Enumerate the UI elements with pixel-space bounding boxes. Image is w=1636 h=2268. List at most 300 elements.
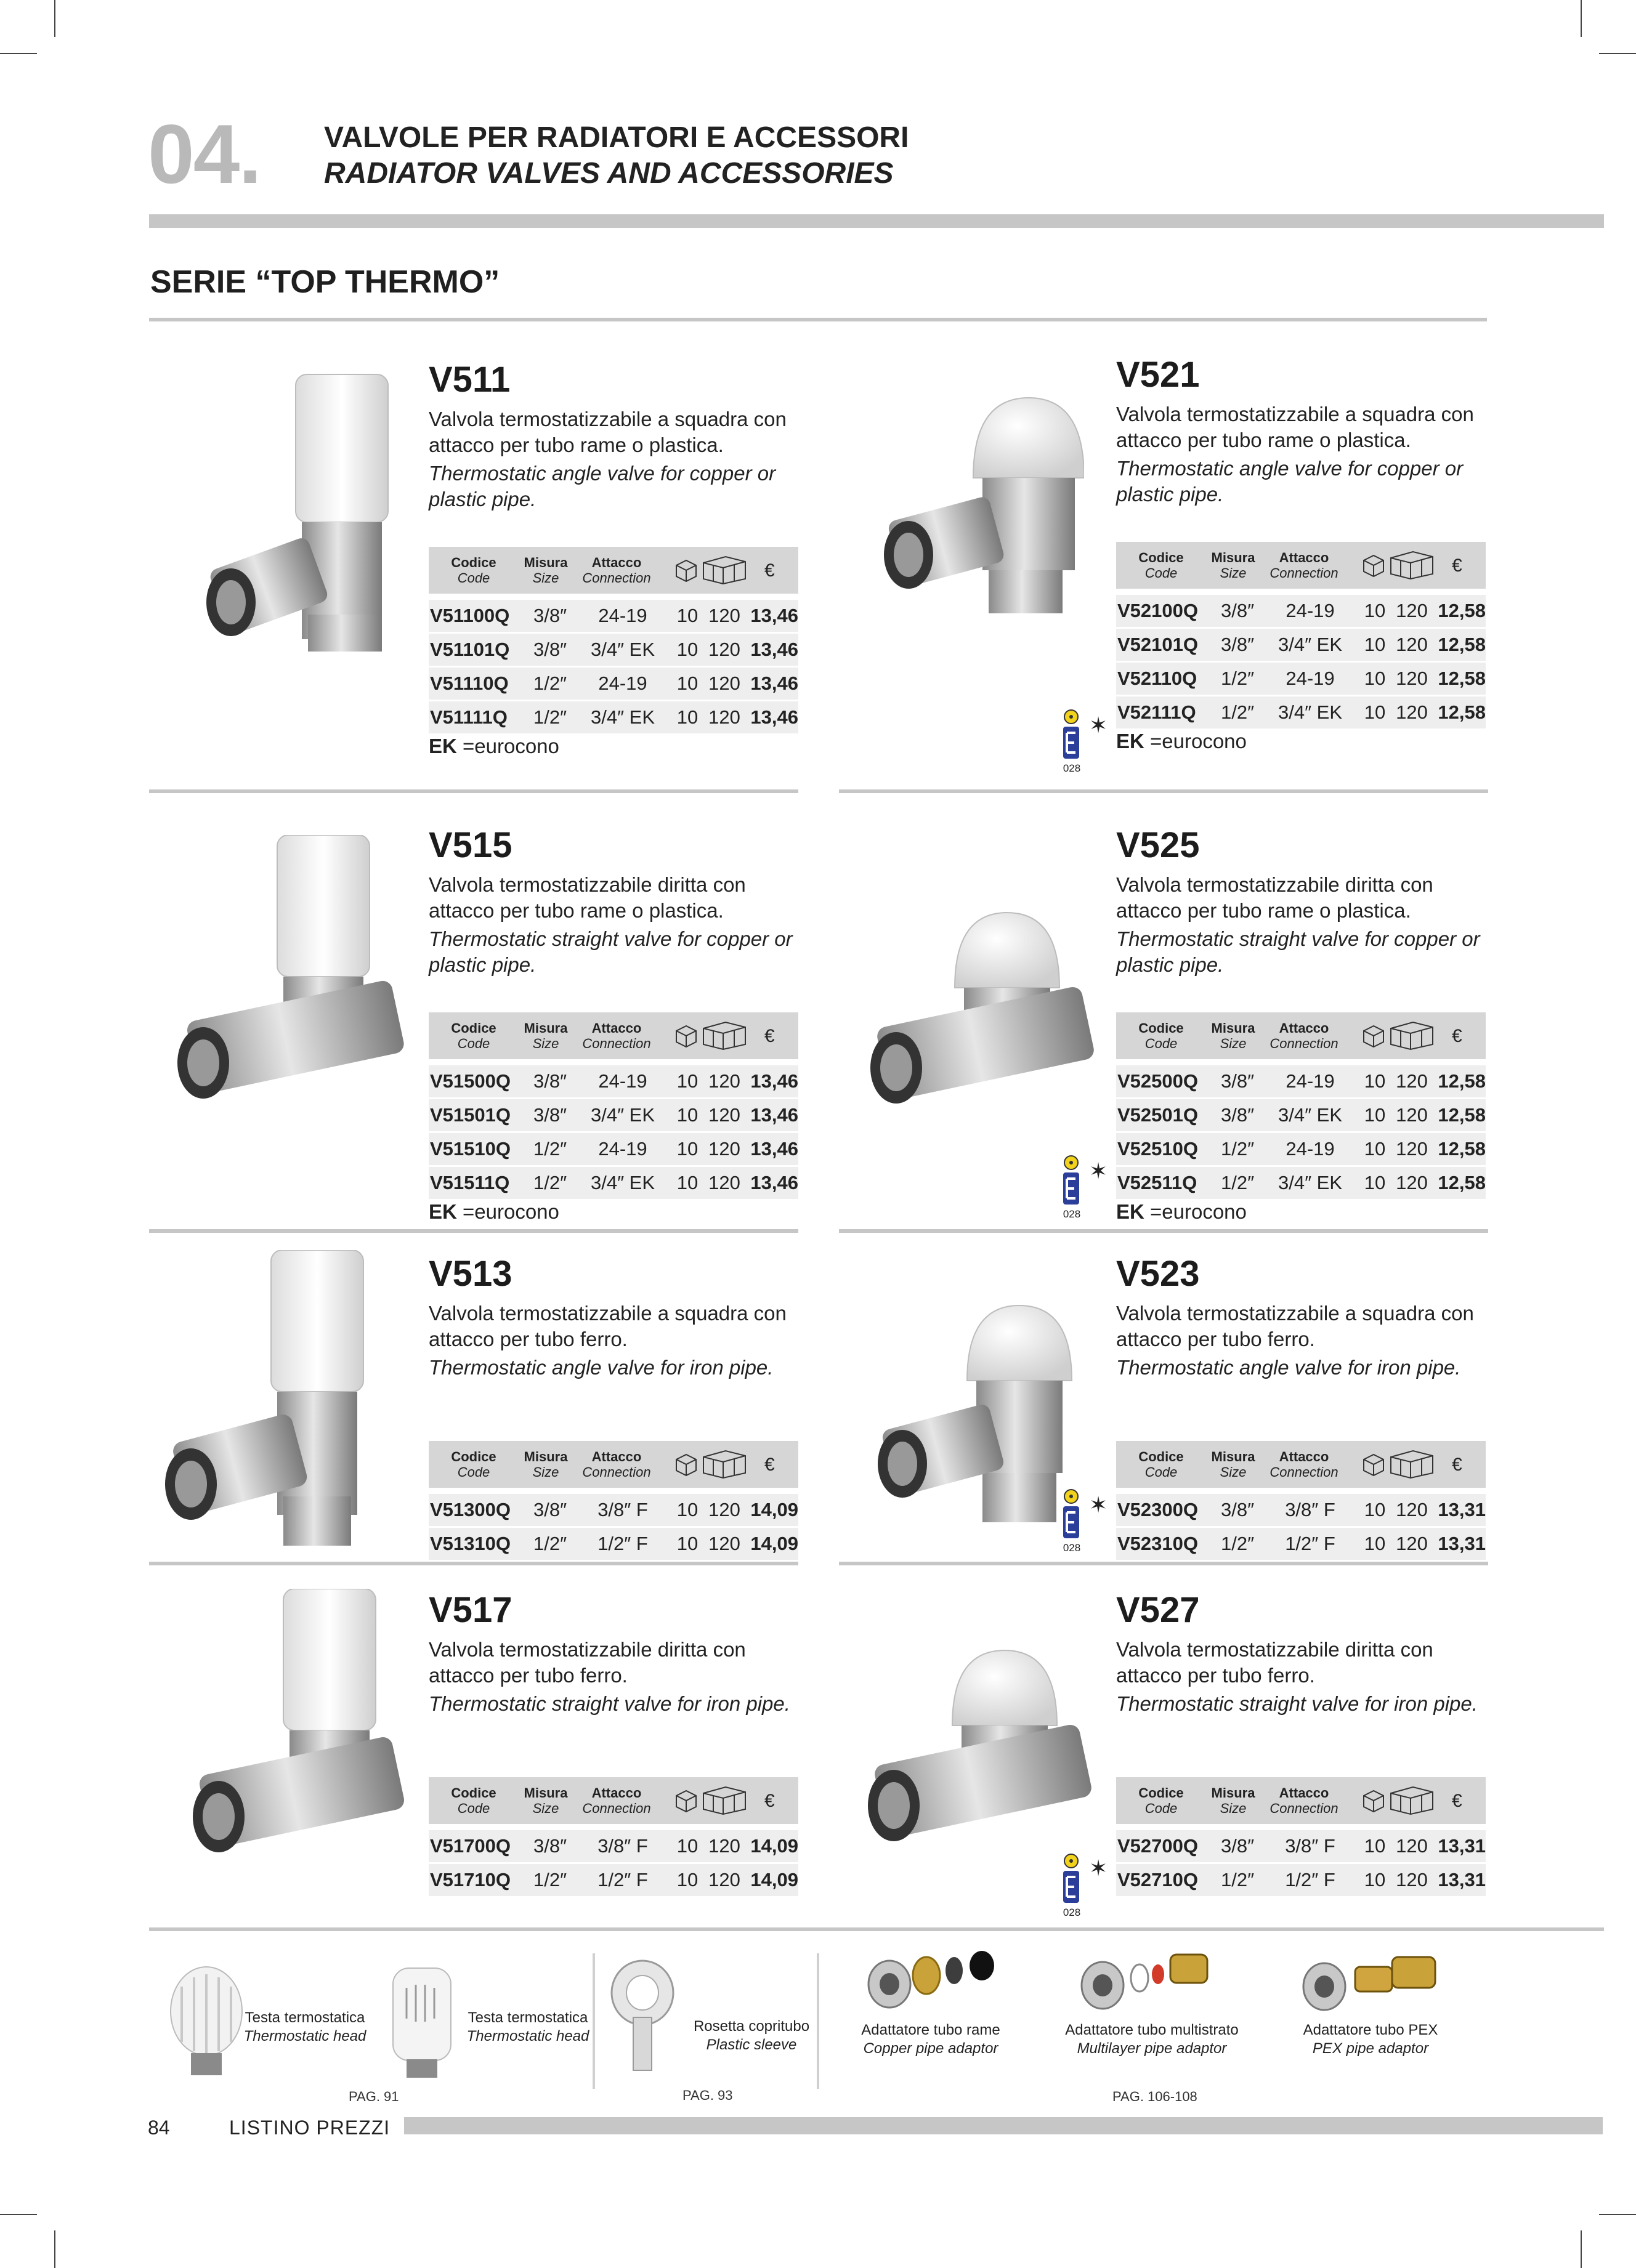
pack-quantity: 10 bbox=[676, 1869, 699, 1891]
footer-label: LISTINO PREZZI bbox=[229, 2117, 391, 2139]
article-code: V52300Q bbox=[1117, 1499, 1198, 1520]
pack-quantity: 10 bbox=[1364, 668, 1386, 689]
table-row bbox=[429, 1830, 798, 1864]
accessory-name-it: Testa termostatica bbox=[245, 2009, 365, 2026]
divider bbox=[149, 1229, 798, 1233]
table-row bbox=[1116, 1494, 1486, 1528]
article-code: V52500Q bbox=[1117, 1070, 1198, 1092]
table-row bbox=[429, 1494, 798, 1528]
pack-quantity: 10 bbox=[1364, 1172, 1386, 1193]
header-connection: Attacco Connection bbox=[582, 555, 651, 586]
article-code: V52310Q bbox=[1117, 1533, 1198, 1554]
article-code: V51101Q bbox=[430, 639, 510, 660]
currency-symbol: € bbox=[1452, 1026, 1462, 1046]
description-en: Thermostatic angle valve for copper or plastic pipe. bbox=[1116, 457, 1464, 506]
accessory-multilayer-pipe-adaptor bbox=[1059, 2021, 1244, 2058]
valve-straight-iron-dome-cap-image bbox=[860, 1645, 1094, 1867]
page-reference: PAG. 106-108 bbox=[1112, 2089, 1197, 2104]
table-header bbox=[429, 1441, 798, 1488]
valve-angle-iron-dome-cap-image bbox=[875, 1301, 1084, 1528]
header-connection: Attacco Connection bbox=[582, 1785, 651, 1816]
single-box-icon bbox=[1360, 1787, 1387, 1814]
product-code: V527 bbox=[1116, 1590, 1200, 1630]
valve-angle-dome-cap-image bbox=[881, 392, 1084, 626]
pack-quantity: 10 bbox=[1364, 1104, 1386, 1126]
single-box-icon bbox=[1360, 552, 1387, 579]
badge-number: 028 bbox=[1063, 1907, 1081, 1918]
price-value: 13,31 bbox=[1438, 1533, 1486, 1554]
table-row bbox=[429, 600, 798, 634]
price-value: 13,31 bbox=[1438, 1835, 1486, 1857]
header-code: Codice Code bbox=[1138, 1020, 1184, 1051]
currency-symbol: € bbox=[764, 1026, 775, 1046]
page-number: 84 bbox=[148, 2117, 170, 2139]
description-en: Thermostatic straight valve for copper or plastic pipe. bbox=[429, 927, 793, 976]
certification-badge-icon bbox=[1061, 1489, 1082, 1554]
carton-quantity: 120 bbox=[1396, 600, 1428, 621]
article-code: V51501Q bbox=[430, 1104, 511, 1126]
article-code: V51110Q bbox=[430, 672, 509, 694]
carton-box-icon bbox=[701, 1448, 748, 1479]
description-en: Thermostatic angle valve for copper or plastic pipe. bbox=[429, 462, 776, 511]
carton-box-icon bbox=[1388, 1785, 1435, 1815]
valve-straight-white-cap-image bbox=[166, 835, 413, 1118]
plastic-sleeve-image bbox=[609, 1956, 676, 2073]
description-en: Thermostatic straight valve for copper or plastic pipe. bbox=[1116, 927, 1480, 976]
carton-box-icon bbox=[701, 1020, 748, 1051]
footer-bar bbox=[404, 2117, 1603, 2134]
accessory-pex-pipe-adaptor bbox=[1294, 2021, 1448, 2058]
connection-value: 3/4″ EK bbox=[590, 706, 655, 728]
article-code: V52710Q bbox=[1117, 1869, 1198, 1891]
pack-quantity: 10 bbox=[676, 1499, 699, 1520]
asterisk-icon: ✶ bbox=[1089, 1158, 1108, 1184]
product-code: V523 bbox=[1116, 1254, 1200, 1294]
certification-badge-icon bbox=[1061, 1155, 1082, 1220]
pex-pipe-adaptor-image bbox=[1300, 1947, 1441, 2015]
carton-quantity: 120 bbox=[1396, 668, 1428, 689]
price-value: 12,58 bbox=[1438, 1070, 1486, 1092]
table-row bbox=[429, 701, 798, 735]
header-size: Misura Size bbox=[1211, 1785, 1255, 1816]
pack-quantity: 10 bbox=[1364, 600, 1386, 621]
carton-quantity: 120 bbox=[708, 605, 740, 626]
crop-mark bbox=[54, 2230, 55, 2268]
divider bbox=[149, 789, 798, 793]
price-value: 13,46 bbox=[750, 1070, 798, 1092]
divider bbox=[839, 1562, 1488, 1565]
size-value: 3/8″ bbox=[1221, 1835, 1255, 1857]
page-reference: PAG. 93 bbox=[682, 2088, 733, 2103]
pack-quantity: 10 bbox=[676, 605, 699, 626]
product-block-v521 bbox=[1116, 355, 1486, 753]
connection-value: 3/8″ F bbox=[597, 1499, 648, 1520]
table-header bbox=[429, 1777, 798, 1824]
currency-symbol: € bbox=[764, 1455, 775, 1475]
pack-quantity: 10 bbox=[676, 672, 699, 694]
connection-value: 3/4″ EK bbox=[1278, 1172, 1343, 1193]
eurocono-note: EK =eurocono bbox=[429, 735, 559, 757]
thermostatic-head-image bbox=[388, 1963, 456, 2080]
table-header bbox=[1116, 1441, 1486, 1488]
connection-value: 24-19 bbox=[598, 1070, 647, 1092]
accessory-copper-pipe-adaptor bbox=[854, 2021, 1008, 2058]
table-row bbox=[1116, 1830, 1486, 1864]
accessory-name-it: Adattatore tubo multistrato bbox=[1065, 2022, 1239, 2038]
valve-angle-white-cap-image bbox=[203, 368, 407, 664]
article-code: V52510Q bbox=[1117, 1138, 1198, 1160]
table-row bbox=[429, 1864, 798, 1898]
accessory-name-it: Adattatore tubo rame bbox=[861, 2022, 1000, 2038]
connection-value: 3/4″ EK bbox=[1278, 634, 1343, 655]
pack-quantity: 10 bbox=[676, 639, 699, 660]
multilayer-pipe-adaptor-image bbox=[1078, 1946, 1213, 2014]
header-code: Codice Code bbox=[1138, 1449, 1184, 1480]
currency-symbol: € bbox=[1452, 1455, 1462, 1475]
size-value: 1/2″ bbox=[533, 1138, 567, 1160]
price-value: 13,46 bbox=[750, 706, 798, 728]
description-en: Thermostatic angle valve for iron pipe. bbox=[429, 1356, 774, 1379]
description-en: Thermostatic straight valve for iron pipe. bbox=[1116, 1692, 1478, 1715]
article-code: V52511Q bbox=[1117, 1172, 1197, 1193]
price-value: 14,09 bbox=[750, 1835, 798, 1857]
table-row bbox=[429, 1528, 798, 1562]
accessory-name-en: Multilayer pipe adaptor bbox=[1077, 2040, 1227, 2057]
accessory-thermostatic-head-1 bbox=[234, 2009, 376, 2046]
asterisk-icon: ✶ bbox=[1089, 1855, 1108, 1881]
header-connection: Attacco Connection bbox=[1270, 550, 1338, 581]
header-code: Codice Code bbox=[451, 1785, 496, 1816]
product-code: V521 bbox=[1116, 355, 1200, 395]
carton-box-icon bbox=[701, 554, 748, 585]
table-row bbox=[429, 668, 798, 701]
table-row bbox=[1116, 1864, 1486, 1898]
asterisk-icon: ✶ bbox=[1089, 712, 1108, 738]
pack-quantity: 10 bbox=[676, 1835, 699, 1857]
size-value: 3/8″ bbox=[533, 1499, 567, 1520]
price-value: 13,46 bbox=[750, 605, 798, 626]
table-row bbox=[429, 1133, 798, 1167]
carton-quantity: 120 bbox=[708, 1070, 740, 1092]
price-value: 13,46 bbox=[750, 1172, 798, 1193]
table-row bbox=[1116, 1167, 1486, 1201]
table-row bbox=[1116, 1528, 1486, 1562]
crop-mark bbox=[0, 53, 37, 54]
article-code: V51500Q bbox=[430, 1070, 511, 1092]
header-size: Misura Size bbox=[524, 1785, 568, 1816]
eurocono-note: EK =eurocono bbox=[1116, 1200, 1247, 1223]
crop-mark bbox=[1599, 53, 1636, 54]
carton-quantity: 120 bbox=[1396, 1499, 1428, 1520]
header-code: Codice Code bbox=[1138, 1785, 1184, 1816]
currency-symbol: € bbox=[1452, 555, 1462, 576]
price-value: 12,58 bbox=[1438, 701, 1486, 723]
pack-quantity: 10 bbox=[1364, 1499, 1386, 1520]
currency-symbol: € bbox=[764, 1791, 775, 1811]
article-code: V51300Q bbox=[430, 1499, 511, 1520]
single-box-icon bbox=[1360, 1451, 1387, 1478]
product-code: V525 bbox=[1116, 825, 1200, 865]
connection-value: 3/8″ F bbox=[1285, 1499, 1335, 1520]
connection-value: 24-19 bbox=[1286, 600, 1335, 621]
pack-quantity: 10 bbox=[1364, 701, 1386, 723]
connection-value: 24-19 bbox=[1286, 1138, 1335, 1160]
size-value: 1/2″ bbox=[1221, 1533, 1255, 1554]
chapter-number: 04. bbox=[148, 107, 261, 201]
carton-quantity: 120 bbox=[1396, 1835, 1428, 1857]
price-value: 12,58 bbox=[1438, 600, 1486, 621]
price-value: 12,58 bbox=[1438, 634, 1486, 655]
size-value: 3/8″ bbox=[1221, 1070, 1255, 1092]
price-value: 12,58 bbox=[1438, 668, 1486, 689]
single-box-icon bbox=[673, 1787, 700, 1814]
header-size: Misura Size bbox=[524, 555, 568, 586]
pack-quantity: 10 bbox=[1364, 1070, 1386, 1092]
accessory-thermostatic-head-2 bbox=[457, 2009, 599, 2046]
description-it: Valvola termostatizzabile a squadra con attacco per tubo rame o plastica. bbox=[429, 408, 787, 456]
asterisk-icon: ✶ bbox=[1089, 1492, 1108, 1517]
pack-quantity: 10 bbox=[676, 1104, 699, 1126]
article-code: V52110Q bbox=[1117, 668, 1197, 689]
price-value: 13,46 bbox=[750, 1138, 798, 1160]
badge-number: 028 bbox=[1063, 1208, 1081, 1220]
chapter-title-it: VALVOLE PER RADIATORI E ACCESSORI bbox=[324, 121, 909, 154]
carton-quantity: 120 bbox=[708, 1869, 740, 1891]
price-value: 12,58 bbox=[1438, 1104, 1486, 1126]
crop-mark bbox=[1599, 2214, 1636, 2215]
connection-value: 24-19 bbox=[598, 605, 647, 626]
product-block-v527 bbox=[1116, 1590, 1486, 1891]
pack-quantity: 10 bbox=[676, 706, 699, 728]
article-code: V52100Q bbox=[1117, 600, 1198, 621]
size-value: 3/8″ bbox=[533, 639, 567, 660]
description-it: Valvola termostatizzabile diritta con attacco per tubo ferro. bbox=[1116, 1638, 1433, 1687]
header-size: Misura Size bbox=[1211, 550, 1255, 581]
article-code: V52700Q bbox=[1117, 1835, 1198, 1857]
connection-value: 1/2″ F bbox=[597, 1869, 648, 1891]
article-code: V52101Q bbox=[1117, 634, 1198, 655]
article-code: V51700Q bbox=[430, 1835, 511, 1857]
product-code: V515 bbox=[429, 825, 512, 865]
accessory-name-it: Rosetta copritubo bbox=[693, 2018, 810, 2035]
divider bbox=[149, 318, 1487, 321]
header-size: Misura Size bbox=[1211, 1449, 1255, 1480]
table-row bbox=[1116, 696, 1486, 730]
article-code: V51310Q bbox=[430, 1533, 511, 1554]
carton-quantity: 120 bbox=[1396, 1104, 1428, 1126]
connection-value: 3/4″ EK bbox=[590, 1104, 655, 1126]
size-value: 1/2″ bbox=[1221, 1138, 1255, 1160]
series-title: SERIE “TOP THERMO” bbox=[150, 264, 500, 300]
single-box-icon bbox=[673, 1022, 700, 1049]
single-box-icon bbox=[1360, 1022, 1387, 1049]
size-value: 3/8″ bbox=[1221, 1499, 1255, 1520]
carton-quantity: 120 bbox=[708, 706, 740, 728]
carton-quantity: 120 bbox=[1396, 1869, 1428, 1891]
description-it: Valvola termostatizzabile diritta con attacco per tubo rame o plastica. bbox=[1116, 873, 1433, 922]
description-it: Valvola termostatizzabile diritta con attacco per tubo rame o plastica. bbox=[429, 873, 746, 922]
price-value: 13,31 bbox=[1438, 1869, 1486, 1891]
pack-quantity: 10 bbox=[1364, 1138, 1386, 1160]
connection-value: 3/4″ EK bbox=[1278, 701, 1343, 723]
badge-number: 028 bbox=[1063, 1542, 1081, 1554]
table-row bbox=[1116, 663, 1486, 696]
price-value: 14,09 bbox=[750, 1499, 798, 1520]
size-value: 1/2″ bbox=[1221, 1869, 1255, 1891]
size-value: 3/8″ bbox=[533, 1070, 567, 1092]
article-code: V52111Q bbox=[1117, 701, 1196, 723]
article-code: V51511Q bbox=[430, 1172, 510, 1193]
carton-quantity: 120 bbox=[708, 1172, 740, 1193]
connection-value: 3/8″ F bbox=[1285, 1835, 1335, 1857]
table-header bbox=[1116, 1012, 1486, 1059]
price-value: 12,58 bbox=[1438, 1138, 1486, 1160]
carton-quantity: 120 bbox=[1396, 634, 1428, 655]
header-connection: Attacco Connection bbox=[582, 1020, 651, 1051]
size-value: 3/8″ bbox=[1221, 600, 1255, 621]
pack-quantity: 10 bbox=[676, 1533, 699, 1554]
eurocono-note: EK =eurocono bbox=[429, 1200, 559, 1223]
price-value: 13,46 bbox=[750, 1104, 798, 1126]
carton-quantity: 120 bbox=[708, 639, 740, 660]
description-en: Thermostatic straight valve for iron pipe. bbox=[429, 1692, 790, 1715]
description-it: Valvola termostatizzabile diritta con attacco per tubo ferro. bbox=[429, 1638, 746, 1687]
valve-angle-iron-white-cap-image bbox=[154, 1250, 400, 1552]
carton-quantity: 120 bbox=[1396, 1172, 1428, 1193]
valve-straight-dome-cap-image bbox=[862, 908, 1096, 1129]
table-row bbox=[1116, 595, 1486, 629]
product-block-v511 bbox=[429, 360, 798, 757]
table-header bbox=[1116, 542, 1486, 589]
currency-symbol: € bbox=[1452, 1791, 1462, 1811]
header-bar bbox=[149, 214, 1604, 228]
description-it: Valvola termostatizzabile a squadra con attacco per tubo ferro. bbox=[1116, 1302, 1474, 1350]
accessory-name-en: PEX pipe adaptor bbox=[1312, 2040, 1429, 2057]
currency-symbol: € bbox=[764, 560, 775, 581]
header-code: Codice Code bbox=[451, 555, 496, 586]
product-block-v513 bbox=[429, 1254, 798, 1554]
header-size: Misura Size bbox=[524, 1449, 568, 1480]
table-header bbox=[429, 1012, 798, 1059]
article-code: V51100Q bbox=[430, 605, 510, 626]
eurocono-note: EK =eurocono bbox=[1116, 730, 1247, 753]
divider bbox=[839, 789, 1488, 793]
connection-value: 1/2″ F bbox=[597, 1533, 648, 1554]
header-code: Codice Code bbox=[451, 1020, 496, 1051]
table-row bbox=[429, 1099, 798, 1133]
price-value: 12,58 bbox=[1438, 1172, 1486, 1193]
accessory-name-en: Thermostatic head bbox=[466, 2028, 589, 2044]
table-row bbox=[1116, 1133, 1486, 1167]
accessory-name-en: Plastic sleeve bbox=[706, 2036, 797, 2053]
crop-mark bbox=[0, 2214, 37, 2215]
carton-box-icon bbox=[701, 1785, 748, 1815]
article-code: V51510Q bbox=[430, 1138, 511, 1160]
price-value: 14,09 bbox=[750, 1533, 798, 1554]
header-connection: Attacco Connection bbox=[582, 1449, 651, 1480]
size-value: 1/2″ bbox=[533, 706, 567, 728]
carton-quantity: 120 bbox=[708, 1499, 740, 1520]
carton-quantity: 120 bbox=[708, 1104, 740, 1126]
table-row bbox=[429, 1167, 798, 1201]
carton-quantity: 120 bbox=[1396, 701, 1428, 723]
product-code: V511 bbox=[429, 360, 511, 400]
table-row bbox=[1116, 1099, 1486, 1133]
price-value: 13,46 bbox=[750, 672, 798, 694]
product-block-v523 bbox=[1116, 1254, 1486, 1554]
connection-value: 3/4″ EK bbox=[590, 1172, 655, 1193]
table-header bbox=[1116, 1777, 1486, 1824]
valve-straight-iron-white-cap-image bbox=[185, 1589, 407, 1878]
description-it: Valvola termostatizzabile a squadra con attacco per tubo rame o plastica. bbox=[1116, 403, 1474, 451]
crop-mark bbox=[1581, 2230, 1582, 2268]
header-code: Codice Code bbox=[1138, 550, 1184, 581]
pack-quantity: 10 bbox=[1364, 1835, 1386, 1857]
article-code: V51111Q bbox=[430, 706, 508, 728]
connection-value: 3/8″ F bbox=[597, 1835, 648, 1857]
accessory-plastic-sleeve bbox=[684, 2017, 819, 2054]
page-reference: PAG. 91 bbox=[349, 2089, 399, 2104]
price-value: 14,09 bbox=[750, 1869, 798, 1891]
certification-badge-icon bbox=[1061, 709, 1082, 774]
header-code: Codice Code bbox=[451, 1449, 496, 1480]
product-block-v525 bbox=[1116, 825, 1486, 1223]
connection-value: 1/2″ F bbox=[1285, 1533, 1335, 1554]
header-connection: Attacco Connection bbox=[1270, 1020, 1338, 1051]
accessory-name-it: Adattatore tubo PEX bbox=[1303, 2022, 1438, 2038]
pack-quantity: 10 bbox=[1364, 1869, 1386, 1891]
connection-value: 24-19 bbox=[598, 1138, 647, 1160]
carton-quantity: 120 bbox=[1396, 1070, 1428, 1092]
connection-value: 3/4″ EK bbox=[1278, 1104, 1343, 1126]
carton-quantity: 120 bbox=[1396, 1533, 1428, 1554]
carton-quantity: 120 bbox=[708, 1835, 740, 1857]
size-value: 1/2″ bbox=[1221, 1172, 1255, 1193]
price-value: 13,46 bbox=[750, 639, 798, 660]
carton-quantity: 120 bbox=[708, 672, 740, 694]
divider bbox=[149, 1927, 1604, 1931]
connection-value: 1/2″ F bbox=[1285, 1869, 1335, 1891]
accessory-name-en: Thermostatic head bbox=[243, 2028, 366, 2044]
header-connection: Attacco Connection bbox=[1270, 1449, 1338, 1480]
size-value: 1/2″ bbox=[533, 1533, 567, 1554]
description-it: Valvola termostatizzabile a squadra con attacco per tubo ferro. bbox=[429, 1302, 787, 1350]
pack-quantity: 10 bbox=[676, 1070, 699, 1092]
header-size: Misura Size bbox=[524, 1020, 568, 1051]
carton-quantity: 120 bbox=[708, 1138, 740, 1160]
pack-quantity: 10 bbox=[676, 1138, 699, 1160]
carton-quantity: 120 bbox=[708, 1533, 740, 1554]
connection-value: 24-19 bbox=[1286, 668, 1335, 689]
accessory-name-en: Copper pipe adaptor bbox=[863, 2040, 998, 2057]
crop-mark bbox=[1581, 0, 1582, 37]
product-code: V513 bbox=[429, 1254, 512, 1294]
pack-quantity: 10 bbox=[1364, 1533, 1386, 1554]
table-row bbox=[429, 634, 798, 668]
certification-badge-icon bbox=[1061, 1854, 1082, 1918]
connection-value: 3/4″ EK bbox=[590, 639, 655, 660]
size-value: 3/8″ bbox=[533, 605, 567, 626]
carton-box-icon bbox=[1388, 549, 1435, 580]
size-value: 1/2″ bbox=[533, 1869, 567, 1891]
pack-quantity: 10 bbox=[1364, 634, 1386, 655]
product-block-v515 bbox=[429, 825, 798, 1223]
connection-value: 24-19 bbox=[1286, 1070, 1335, 1092]
header-size: Misura Size bbox=[1211, 1020, 1255, 1051]
divider bbox=[839, 1229, 1488, 1233]
badge-number: 028 bbox=[1063, 762, 1081, 774]
size-value: 3/8″ bbox=[533, 1104, 567, 1126]
